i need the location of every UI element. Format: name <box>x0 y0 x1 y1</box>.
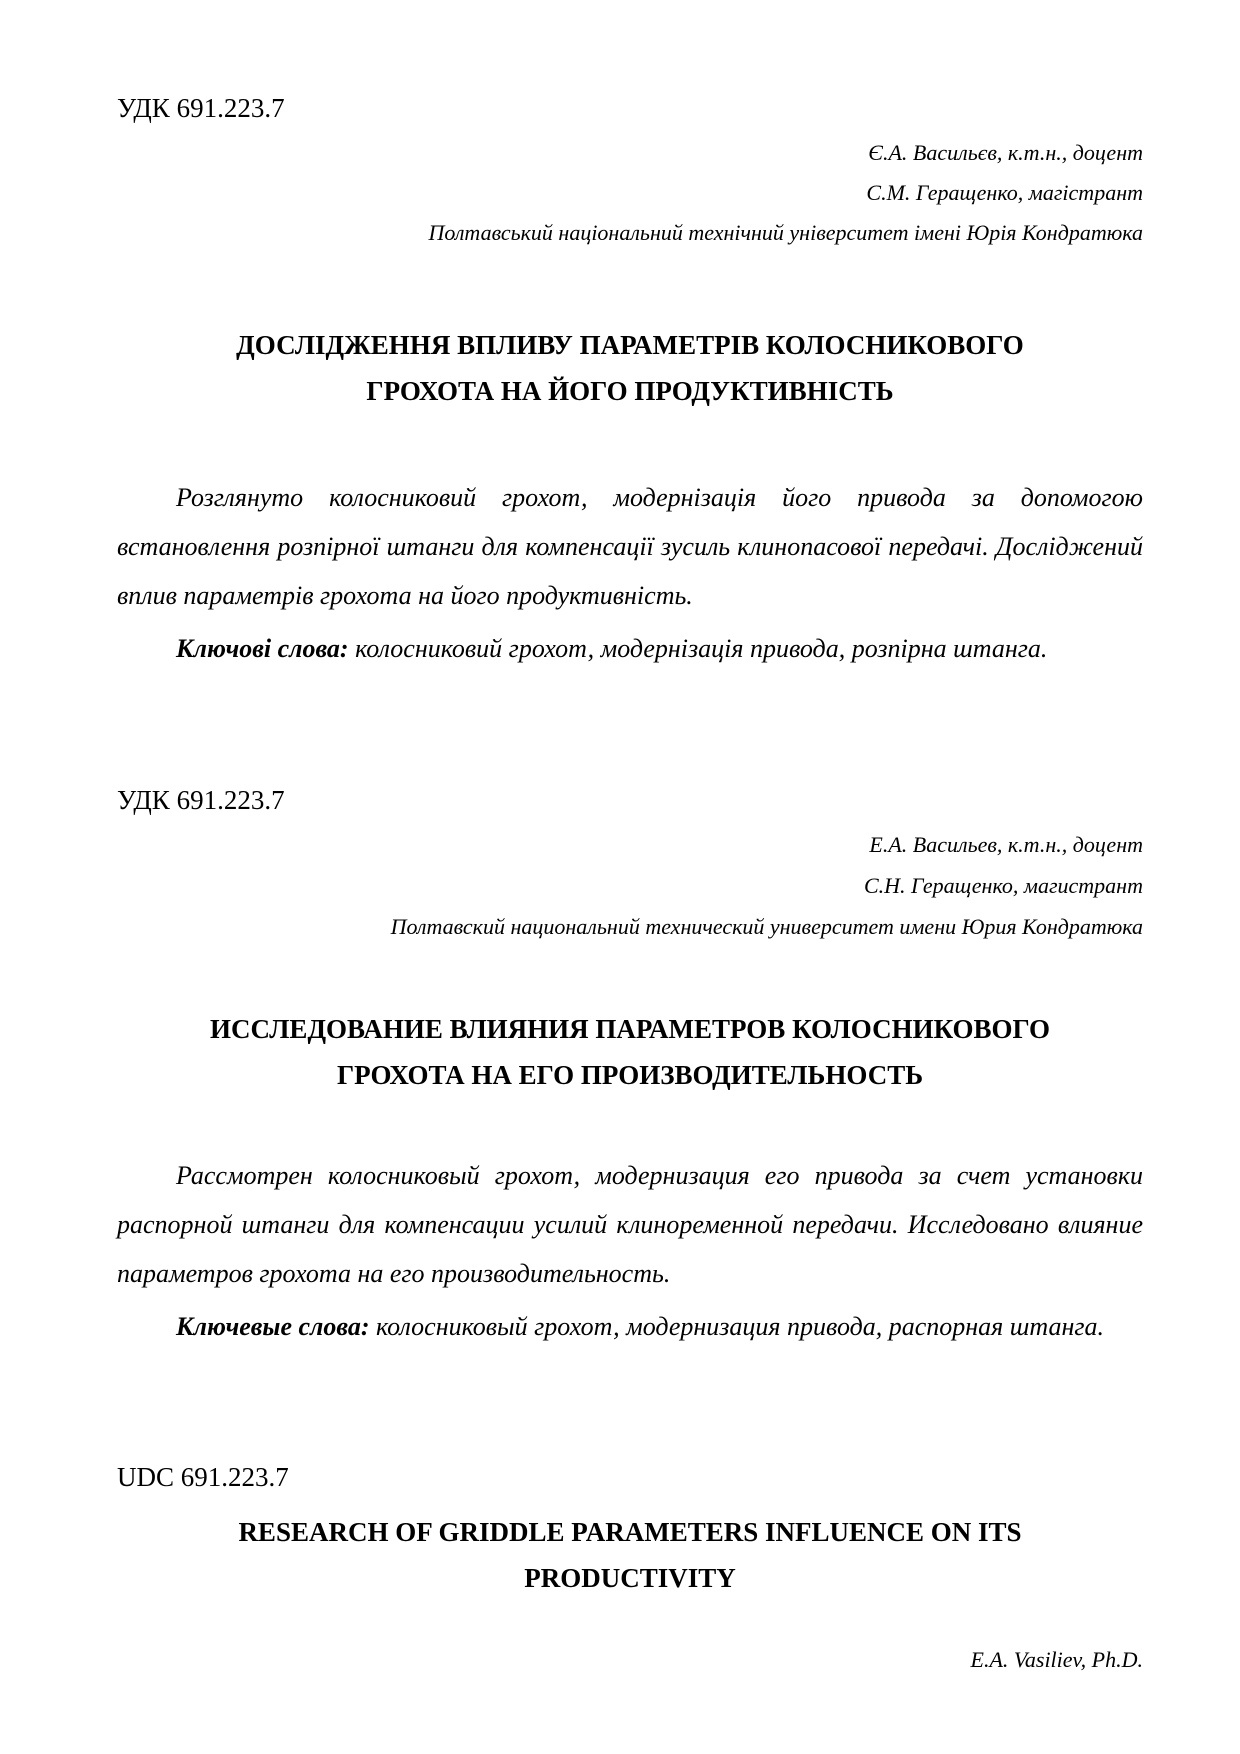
ru-author-1: Е.А. Васильев, к.т.н., доцент <box>869 832 1143 857</box>
ua-keywords <box>117 624 1143 673</box>
ua-abstract: Розглянуто колосниковий грохот, модернізація його привода за допомогою встановлення розпірної штанги для компенсації зусиль клинопасової передачі. Досліджений вплив параметрів грохота на його продуктивність. <box>117 483 1143 610</box>
ua-title-line-2: ГРОХОТА НА ЙОГО ПРОДУКТИВНІСТЬ <box>366 376 894 406</box>
ua-udc: УДК 691.223.7 <box>117 93 285 123</box>
ru-title-line-2: ГРОХОТА НА ЕГО ПРОИЗВОДИТЕЛЬНОСТЬ <box>336 1060 924 1090</box>
en-title-line-1: RESEARCH OF GRIDDLE PARAMETERS INFLUENCE ON ITS <box>238 1517 1022 1547</box>
ru-keywords <box>117 1302 1143 1351</box>
en-title <box>117 1509 1143 1601</box>
ua-title <box>117 322 1143 414</box>
ru-affiliation: Полтавский национальний технический университет имени Юрия Кондратюка <box>390 914 1143 939</box>
en-title-line-2: PRODUCTIVITY <box>524 1563 736 1593</box>
ru-keywords-text: колосниковый грохот, модернизация привода, распорная штанга. <box>375 1312 1105 1341</box>
ua-keywords-label: Ключові слова: <box>176 634 349 663</box>
ua-keywords-text: колосниковий грохот, модернізація привода, розпірна штанга. <box>355 634 1048 663</box>
ru-author-2: С.Н. Геращенко, магистрант <box>863 873 1143 898</box>
ua-author-2: С.М. Геращенко, магістрант <box>866 180 1143 205</box>
ru-title-line-1: ИССЛЕДОВАНИЕ ВЛИЯНИЯ ПАРАМЕТРОВ КОЛОСНИКОВОГО <box>209 1014 1051 1044</box>
en-udc: UDC 691.223.7 <box>117 1462 289 1492</box>
ru-keywords-label: Ключевые слова: <box>176 1312 370 1341</box>
ru-abstract: Рассмотрен колосниковый грохот, модернизация его привода за счет установки распорной штанги для компенсации усилий клиноременной передачи. Исследовано влияние параметров грохота на его производительность. <box>117 1161 1143 1288</box>
ua-title-line-1: ДОСЛІДЖЕННЯ ВПЛИВУ ПАРАМЕТРІВ КОЛОСНИКОВОГО <box>236 330 1024 360</box>
ru-udc: УДК 691.223.7 <box>117 785 285 815</box>
en-author: E.A. Vasiliev, Ph.D. <box>970 1647 1143 1672</box>
ua-affiliation: Полтавський національний технічний університет імені Юрія Кондратюка <box>428 220 1143 245</box>
ru-title <box>117 1006 1143 1098</box>
ua-author-1: Є.А. Васильєв, к.т.н., доцент <box>868 140 1143 165</box>
